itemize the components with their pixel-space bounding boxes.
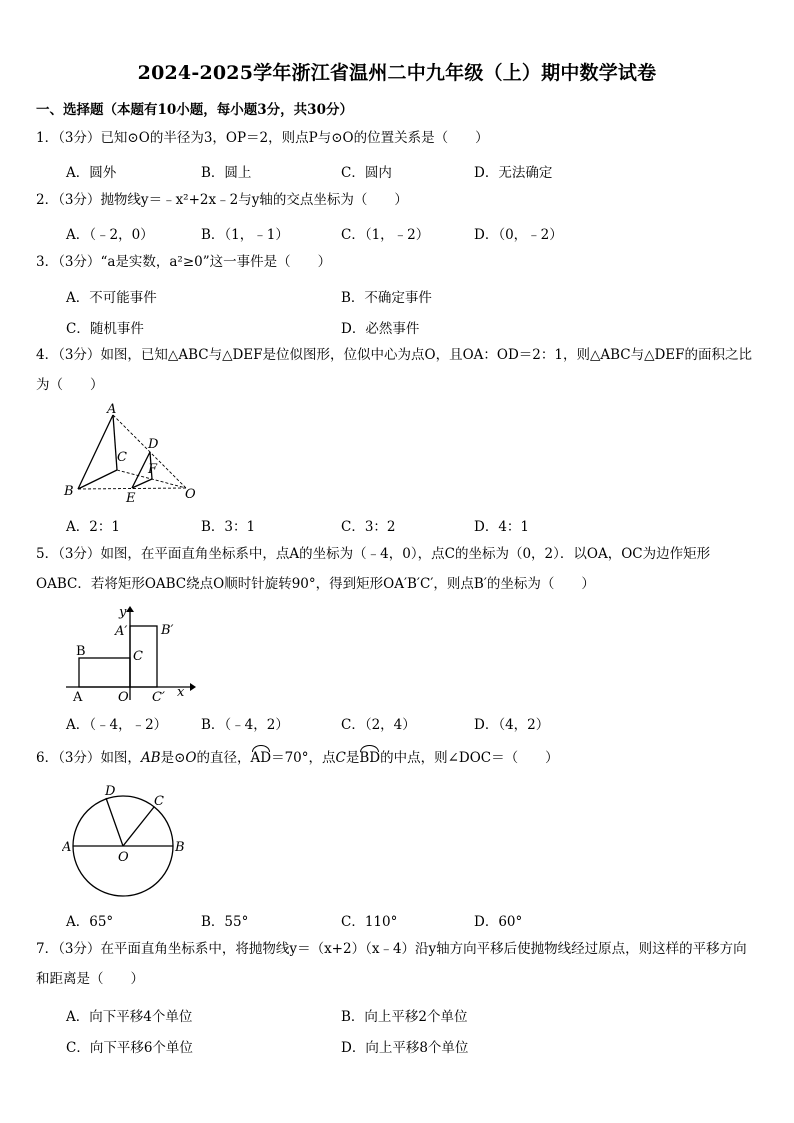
option-c: C．随机事件: [66, 321, 144, 337]
option-b: B．向上平移2个单位: [341, 1009, 468, 1025]
stem-text: 是⊙: [160, 750, 186, 766]
homothety-figure: [62, 400, 202, 505]
question-1: [36, 130, 489, 146]
question-3: [36, 254, 331, 270]
option-c: C．（2，4）: [341, 717, 416, 733]
question-number: 5．: [36, 546, 59, 562]
label-a: A: [107, 402, 117, 417]
arc-ad: AD: [250, 750, 272, 766]
label-b: B: [175, 840, 185, 855]
option-d: D．（0，﹣2）: [474, 227, 563, 243]
label-o: O: [185, 487, 196, 502]
question-score: （3分）: [58, 254, 101, 270]
stem-text: ＝70°，点: [271, 750, 336, 766]
stem-text: 是: [345, 750, 360, 766]
option-b: B．（﹣4，2）: [201, 717, 289, 733]
rotation-figure: [62, 598, 202, 703]
label-d: D: [105, 784, 116, 799]
option-c: C．向下平移6个单位: [66, 1040, 193, 1056]
circle-figure: [62, 780, 192, 898]
x-axis-arrow: [190, 683, 196, 691]
question-2: [36, 192, 408, 208]
section-heading: 一、选择题（本题有10小题，每小题3分，共30分）: [36, 102, 353, 118]
question-number: 1．: [36, 130, 59, 146]
label-y: y: [119, 605, 127, 620]
label-b: B: [76, 644, 86, 659]
option-d: D．无法确定: [474, 165, 553, 181]
option-a: A．圆外: [66, 165, 117, 181]
label-o: O: [118, 690, 129, 703]
option-b: B．3：1: [201, 519, 256, 535]
label-x: x: [177, 685, 185, 700]
question-score: （3分）: [58, 941, 101, 957]
stem-text: 的直径，: [196, 750, 251, 766]
figure-labels: [72, 605, 185, 703]
label-c: C: [117, 450, 127, 465]
label-c: C: [133, 649, 143, 664]
label-b: B: [64, 484, 74, 499]
label-a: A: [73, 690, 83, 703]
option-a: A．2：1: [66, 519, 120, 535]
question-score: （3分）: [58, 192, 101, 208]
stem-ab: AB: [140, 750, 161, 766]
question-number: 7．: [36, 941, 59, 957]
label-c-prime: C′: [152, 690, 165, 703]
option-a: A．65°: [66, 914, 114, 930]
question-4: [36, 340, 756, 400]
label-b-prime: B′: [161, 623, 174, 638]
option-d: D．（4，2）: [474, 717, 550, 733]
label-f: F: [148, 462, 158, 477]
question-score: （3分）: [58, 347, 101, 363]
option-c: C．3：2: [341, 519, 396, 535]
label-d: D: [148, 437, 159, 452]
question-stem: 如图，在平面直角坐标系中，点A的坐标为（﹣4，0），点C的坐标为（0，2）．以OA，OC为边作矩形OABC．若将矩形OABC绕点O顺时针旋转90°，得到矩形OA′B′C′，则点B′的坐标为（ ）: [36, 546, 711, 592]
option-b: B．不确定事件: [341, 290, 432, 306]
option-d: D．必然事件: [341, 321, 420, 337]
radius-od: [106, 798, 123, 846]
label-e: E: [126, 491, 136, 505]
question-stem: “a是实数，a²≥0”这一事件是（ ）: [100, 254, 332, 270]
label-c: C: [154, 794, 164, 809]
question-stem: 已知⊙O的半径为3，OP＝2，则点P与⊙O的位置关系是（ ）: [100, 130, 489, 146]
question-number: 2．: [36, 192, 59, 208]
segment-ab: [78, 415, 113, 489]
ray-ob: [78, 488, 186, 489]
option-b: B．55°: [201, 914, 249, 930]
question-7: [36, 934, 756, 994]
stem-o: O: [185, 750, 197, 766]
stem-text: 的中点，则∠DOC＝（ ）: [380, 750, 559, 766]
question-stem: 抛物线y＝﹣x²+2x﹣2与y轴的交点坐标为（ ）: [100, 192, 408, 208]
question-stem: 如图，已知△ABC与△DEF是位似图形，位似中心为点O，且OA：OD＝2：1，则△ABC与△DEF的面积之比为（ ）: [36, 347, 753, 393]
option-c: C．（1，﹣2）: [341, 227, 430, 243]
option-a: A．（﹣2，0）: [66, 227, 154, 243]
segment-bc: [78, 470, 117, 489]
exam-title: 2024-2025学年浙江省温州二中九年级（上）期中数学试卷: [137, 62, 657, 84]
rectangle-oabc: [79, 658, 130, 687]
label-a-prime: A′: [115, 624, 128, 639]
question-score: （3分）: [58, 130, 101, 146]
question-5: [36, 539, 756, 599]
radius-oc: [123, 807, 154, 846]
question-score: （3分）: [58, 546, 101, 562]
question-number: 4．: [36, 347, 59, 363]
question-stem: 在平面直角坐标系中，将抛物线y＝（x+2）（x﹣4）沿y轴方向平移后使抛物线经过原点，则这样的平移方向和距离是（ ）: [36, 941, 747, 987]
y-axis-arrow: [126, 606, 134, 612]
option-b: B．圆上: [201, 165, 252, 181]
option-c: C．110°: [341, 914, 398, 930]
option-b: B．（1，﹣1）: [201, 227, 289, 243]
label-a: A: [62, 840, 72, 855]
option-c: C．圆内: [341, 165, 392, 181]
option-a: A．不可能事件: [66, 290, 157, 306]
arc-bd: BD: [359, 750, 381, 766]
option-d: D．60°: [474, 914, 523, 930]
stem-c: C: [335, 750, 346, 766]
stem-text: 如图，: [100, 750, 141, 766]
question-score: （3分）: [58, 750, 101, 766]
figure-labels: [63, 402, 196, 505]
question-number: 6．: [36, 750, 59, 766]
option-d: D．4：1: [474, 519, 530, 535]
question-number: 3．: [36, 254, 59, 270]
segment-ef: [132, 479, 152, 488]
option-d: D．向上平移8个单位: [341, 1040, 469, 1056]
question-6: [36, 750, 559, 766]
option-a: A．（﹣4，﹣2）: [66, 717, 168, 733]
label-o: O: [118, 850, 129, 865]
option-a: A．向下平移4个单位: [66, 1009, 193, 1025]
